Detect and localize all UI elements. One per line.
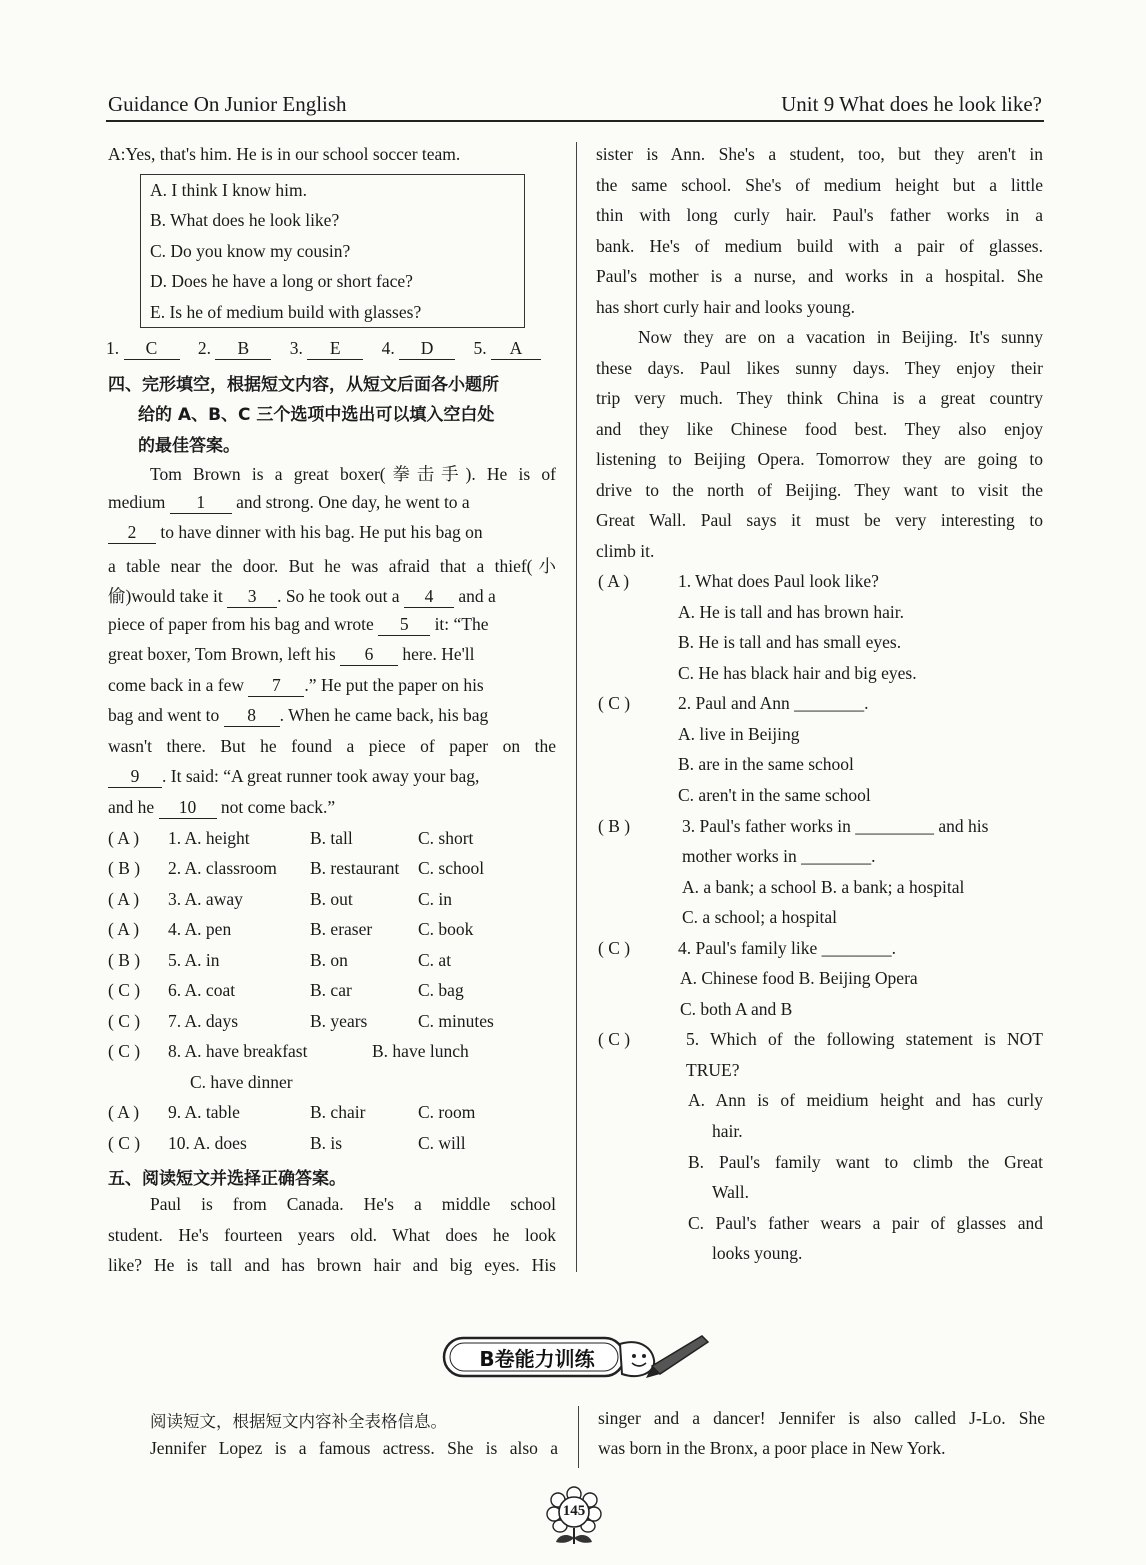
blank-10: 10 [159,797,217,819]
passage4-line: 9 . It said: “A great runner took away your bag, [108,766,479,788]
answer-num: 2. [197,338,211,358]
q5-option-cont: looks young. [712,1243,803,1263]
passage4-line: wasn't there. But he found a piece of paper on the [108,736,556,756]
passage4-line: great boxer, Tom Brown, left his 6 here. He'll [108,644,475,664]
dialog-line: A:Yes, that's him. He is in our school soccer team. [108,144,461,164]
q1-option: C. He has black hair and big eyes. [678,663,917,683]
question-2: ( C ) 2. Paul and Ann ________. [598,693,869,713]
blank-3: 3 [227,586,277,608]
bottom-column-divider [578,1406,579,1468]
question-1: ( A ) 1. What does Paul look like? [598,571,879,591]
q4-option: A. Chinese food B. Beijing Opera [680,968,918,988]
box-option: A. I think I know him. [150,180,308,200]
choice-row: ( C ) 6. A. coat B. car C. bag [108,980,464,1000]
answer-num: 4. [381,338,395,358]
box-option: C. Do you know my cousin? [150,241,351,261]
box-option: E. Is he of medium build with glasses? [150,302,422,322]
question-5: ( C ) 5. Which of the following statement is NOT [598,1029,1043,1049]
passage-line: Paul's mother is a nurse, and works in a hospital. She [596,266,1043,286]
passage-line: Great Wall. Paul says it must be very interesting to [596,510,1043,530]
question-3-cont: mother works in ________. [682,846,876,866]
section5-title: 五、阅读短文并选择正确答案。 [108,1169,346,1189]
passage5-line: student. He's fourteen years old. What does he look [108,1225,556,1245]
passage-line: sister is Ann. She's a student, too, but they aren't in [596,144,1043,164]
q3-option: A. a bank; a school B. a bank; a hospital [682,877,965,897]
passage4-line: come back in a few 7 .” He put the paper on his [108,675,484,695]
answer-value: D [399,338,455,360]
q5-option: A. Ann is of meidium height and has curly [688,1090,1043,1110]
question-3: ( B ) 3. Paul's father works in _________ and his [598,816,989,836]
box-answers-row [106,338,541,360]
passage-line: trip very much. They think China is a great country [596,388,1043,408]
section4-title: 给的 A、B、C 三个选项中选出可以填入空白处 [138,405,495,425]
passage-line: these days. Paul likes sunny days. They enjoy their [596,358,1043,378]
question-5-cont: TRUE? [686,1060,740,1080]
q5-option-cont: Wall. [712,1182,749,1202]
passage5-line: Paul is from Canada. He's a middle school [150,1194,556,1214]
choice-row: ( C ) 10. A. does B. is C. will [108,1133,466,1153]
bottom-passage-line: Jennifer Lopez is a famous actress. She is also a [150,1438,558,1458]
passage4-line: 偷)would take it 3 . So he took out a 4 and a [108,586,496,606]
q2-option: B. are in the same school [678,754,854,774]
passage4-line: 2 to have dinner with his bag. He put his bag on [108,522,483,544]
passage-line: listening to Beijing Opera. Tomorrow they are going to [596,449,1043,469]
choice-row: ( A ) 4. A. pen B. eraser C. book [108,919,474,939]
passage-line: drive to the north of Beijing. They want to visit the [596,480,1043,500]
blank-9: 9 [108,766,162,788]
blank-6: 6 [340,644,398,666]
choice-row-cont: C. have dinner [190,1072,293,1092]
answer-value: A [491,338,541,360]
passage-line: thin with long curly hair. Paul's father works in a [596,205,1043,225]
q5-option: C. Paul's father wears a pair of glasses and [688,1213,1043,1233]
passage5-line: like? He is tall and has brown hair and big eyes. His [108,1255,556,1275]
choice-row: ( B ) 5. A. in B. on C. at [108,950,452,970]
running-header-left: Guidance On Junior English [108,92,347,116]
blank-5: 5 [378,614,430,636]
q2-option: A. live in Beijing [678,724,800,744]
passage4-line: Tom Brown is a great boxer(拳击手). He is of [150,464,556,484]
bottom-passage-line: singer and a dancer! Jennifer is also called J-Lo. She [598,1408,1045,1428]
choice-row: ( A ) 1. A. height B. tall C. short [108,828,474,848]
passage-line: the same school. She's of medium height but a little [596,175,1043,195]
passage-line: has short curly hair and looks young. [596,297,856,317]
blank-1: 1 [170,492,232,514]
section4-title: 的最佳答案。 [138,436,240,456]
section-b-banner [440,1330,710,1384]
box-option: B. What does he look like? [150,210,340,230]
question-4: ( C ) 4. Paul's family like ________. [598,938,896,958]
passage4-line: a table near the door. But he was afraid that a thief(小 [108,556,556,576]
answer-value: C [124,338,180,360]
q5-option-cont: hair. [712,1121,743,1141]
q1-option: A. He is tall and has brown hair. [678,602,904,622]
choice-row: ( C ) 8. A. have breakfast B. have lunch [108,1041,469,1061]
passage-line: Now they are on a vacation in Beijing. It's sunny [638,327,1043,347]
running-header-right: Unit 9 What does he look like? [781,92,1042,116]
banner-title: B卷能力训练 [479,1347,595,1371]
blank-4: 4 [404,586,454,608]
passage-line: climb it. [596,541,655,561]
page-number: 145 [562,1503,586,1519]
choice-row: ( C ) 7. A. days B. years C. minutes [108,1011,494,1031]
answer-num: 1. [106,338,120,358]
column-divider [576,142,577,1272]
passage-line: bank. He's of medium build with a pair of glasses. [596,236,1043,256]
bottom-instruction: 阅读短文，根据短文内容补全表格信息。 [150,1412,447,1431]
choice-row: ( A ) 3. A. away B. out C. in [108,889,453,909]
blank-8: 8 [224,705,280,727]
answer-value: E [307,338,363,360]
q1-option: B. He is tall and has small eyes. [678,632,902,652]
passage4-line: and he 10 not come back.” [108,797,336,817]
header-rule [106,120,1044,122]
q2-option: C. aren't in the same school [678,785,871,805]
section4-title: 四、完形填空，根据短文内容，从短文后面各小题所 [108,375,499,395]
passage4-line: bag and went to 8 . When he came back, his bag [108,705,489,725]
answer-value: B [215,338,271,360]
choice-row: ( A ) 9. A. table B. chair C. room [108,1102,476,1122]
bottom-passage-line: was born in the Bronx, a poor place in New York. [598,1438,946,1458]
box-option: D. Does he have a long or short face? [150,271,413,291]
answer-num: 3. [289,338,303,358]
page-number-badge [546,1486,602,1546]
q5-option: B. Paul's family want to climb the Great [688,1152,1043,1172]
blank-2: 2 [108,522,156,544]
passage4-line: medium 1 and strong. One day, he went to a [108,492,470,512]
passage4-line: piece of paper from his bag and wrote 5 it: “The [108,614,489,634]
choice-row: ( B ) 2. A. classroom B. restaurant C. school [108,858,485,878]
passage-line: and they like Chinese food best. They also enjoy [596,419,1043,439]
q3-option: C. a school; a hospital [682,907,838,927]
answer-num: 5. [473,338,487,358]
q4-option: C. both A and B [680,999,793,1019]
blank-7: 7 [248,675,304,697]
